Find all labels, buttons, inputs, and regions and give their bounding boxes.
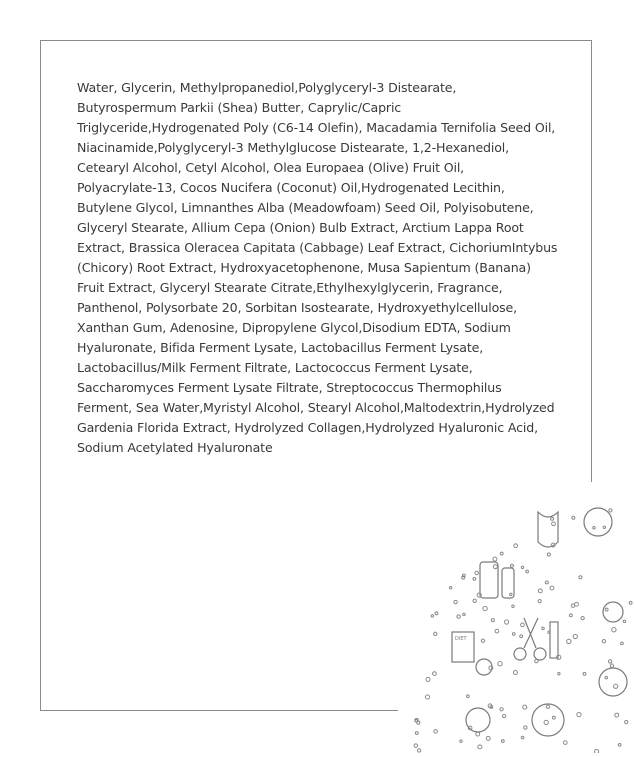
sparkle-dot [454,600,457,603]
sparkle-dot [551,517,554,520]
sparkle-dot [521,736,524,739]
ingredients-line: Hyaluronate, Bifida Ferment Lysate, Lactobacillus Ferment Lysate, [77,340,484,355]
ingredients-line: Glyceryl Stearate, Allium Cepa (Onion) Bulb Extract, Arctium Lappa Root [77,220,524,235]
sparkle-dot [512,633,515,636]
sparkle-dot [618,744,621,747]
hand-mirror-icon [599,668,627,696]
bottle-icon [480,562,498,598]
sparkle-dot [538,600,541,603]
sparkle-dot [571,604,575,608]
ingredients-line: Sodium Acetylated Hyaluronate [77,440,273,455]
sparkle-dot [612,628,616,632]
sparkle-dot [493,565,497,569]
sparkle-dot [552,522,556,526]
sparkle-dot [481,639,484,642]
sparkle-dot [449,586,451,588]
sparkle-dot [573,634,577,638]
sparkle-dot [625,720,628,723]
perfume-icon [603,602,623,622]
mirror-icon [466,708,490,732]
sparkle-dot [510,593,512,595]
sparkle-dot [434,730,438,734]
sparkle-dot [473,599,476,602]
sparkle-dot [500,708,503,711]
sparkle-dot [463,613,466,616]
ingredients-line: Polyacrylate-13, Cocos Nucifera (Coconut) Oil,Hydrogenated Lecithin, [77,180,505,195]
sparkle-dot [434,632,437,635]
sparkle-dot [605,608,608,611]
comb-icon [550,622,558,658]
sparkle-dot [521,623,525,627]
sparkle-dot [501,740,504,743]
sparkle-dot [514,544,518,548]
sparkle-dot [608,660,611,663]
sparkle-dot [579,576,582,579]
sparkle-dot [548,631,550,633]
sparkle-dot [581,616,584,619]
ingredients-line: Panthenol, Polysorbate 20, Sorbitan Isostearate, Hydroxyethylcellulose, [77,300,517,315]
ingredients-line: Saccharomyces Ferment Lysate Filtrate, Streptococcus Thermophilus [77,380,502,395]
woman-face-icon [584,508,612,536]
sparkle-dot [520,635,523,638]
sparkle-dot [572,516,575,519]
sparkle-dot [629,601,632,604]
sparkle-dot [476,732,480,736]
sparkle-dot [602,640,605,643]
sparkle-dot [457,615,460,618]
sparkle-dot [500,552,503,555]
sparkle-dot [544,720,548,724]
sparkle-dot [475,571,479,575]
swimsuit-icon [538,512,558,547]
sparkle-dot [486,736,490,740]
sparkle-dot [491,619,494,622]
ingredients-line: Ferment, Sea Water,Myristyl Alcohol, Stearyl Alcohol,Maltodextrin,Hydrolyzed [77,400,555,415]
scissors-icon [514,648,526,660]
sparkle-dot [483,606,487,610]
sparkle-dot [524,726,527,729]
ingredients-line: Gardenia Florida Extract, Hydrolyzed Collagen,Hydrolyzed Hyaluronic Acid, [77,420,538,435]
sparkle-dot [577,712,581,716]
ingredients-line: Niacinamide,Polyglyceryl-3 Methylglucose Distearate, 1,2-Hexanediol, [77,140,510,155]
sparkle-dot [513,670,517,674]
ingredients-line: Water, Glycerin, Methylpropanediol,Polyglyceryl-3 Distearate, [77,80,457,95]
sparkle-dot [473,577,476,580]
sparkle-dot [526,570,529,573]
sparkle-dot [435,612,438,615]
ingredients-line: Extract, Brassica Oleracea Capitata (Cabbage) Leaf Extract, CichoriumIntybus [77,240,558,255]
sparkle-dot [563,741,567,745]
sparkle-dot [545,581,548,584]
sparkle-dot [512,605,514,607]
sparkle-dot [417,721,420,724]
sparkle-dot [610,664,613,667]
beauty-icons-icon [398,482,634,753]
sparkle-dot [477,593,481,597]
sparkle-dot [557,655,561,659]
sparkle-dot [552,716,555,719]
sparkle-dot [609,509,612,512]
ingredients-line: Triglyceride,Hydrogenated Poly (C6-14 Olefin), Macadamia Ternifolia Seed Oil, [77,120,556,135]
sparkle-dot [567,639,571,643]
sparkle-dot [511,564,514,567]
sparkle-dot [614,684,618,688]
beauty-icons-illustration [398,482,634,753]
sparkle-dot [558,672,560,674]
sparkle-dot [431,615,434,618]
sparkle-dot [547,553,550,556]
diet-label: DIET [455,636,467,642]
sparkle-dot [605,676,608,679]
sparkle-dot [425,695,429,699]
sparkle-dot [460,740,462,742]
sparkle-dot [478,745,482,749]
sparkle-dot [623,620,625,622]
ingredients-list [77,78,557,458]
sparkle-dot [595,750,599,753]
sparkle-dot [433,672,437,676]
sparkle-dot [542,627,545,630]
ingredients-line: Butyrospermum Parkii (Shea) Butter, Caprylic/Capric [77,100,402,115]
sparkle-dot [583,672,586,675]
sparkle-dot [493,557,497,561]
sparkle-dot [426,677,430,681]
sparkle-dot [503,714,506,717]
sparkle-dot [414,744,418,748]
sparkle-dot [603,526,605,528]
sparkle-dot [521,566,523,568]
sparkle-dot [535,659,538,662]
ingredients-line: Xanthan Gum, Adenosine, Dipropylene Glycol,Disodium EDTA, Sodium [77,320,511,335]
sparkle-dot [504,620,508,624]
sparkle-dot [593,526,595,528]
sparkle-dot [467,695,470,698]
ingredients-line: (Chicory) Root Extract, Hydroxyacetophenone, Musa Sapientum (Banana) [77,260,531,275]
sparkle-dot [569,614,572,617]
sparkle-dot [417,749,420,752]
sparkle-dot [523,705,527,709]
sparkle-dot [546,705,549,708]
sparkle-dot [415,732,418,735]
ingredients-line: Butylene Glycol, Limnanthes Alba (Meadowfoam) Seed Oil, Polyisobutene, [77,200,534,215]
ingredients-line: Lactobacillus/Milk Ferment Filtrate, Lactococcus Ferment Lysate, [77,360,473,375]
sparkle-dot [462,576,465,579]
sparkle-dot [498,662,502,666]
ingredients-line: Fruit Extract, Glyceryl Stearate Citrate,Ethylhexylglycerin, Fragrance, [77,280,503,295]
sparkle-dot [615,713,619,717]
sparkle-dot [495,629,499,633]
sparkle-dot [550,586,554,590]
sparkle-dot [538,589,542,593]
sparkle-dot [621,642,624,645]
ingredients-line: Cetearyl Alcohol, Cetyl Alcohol, Olea Europaea (Olive) Fruit Oil, [77,160,465,175]
